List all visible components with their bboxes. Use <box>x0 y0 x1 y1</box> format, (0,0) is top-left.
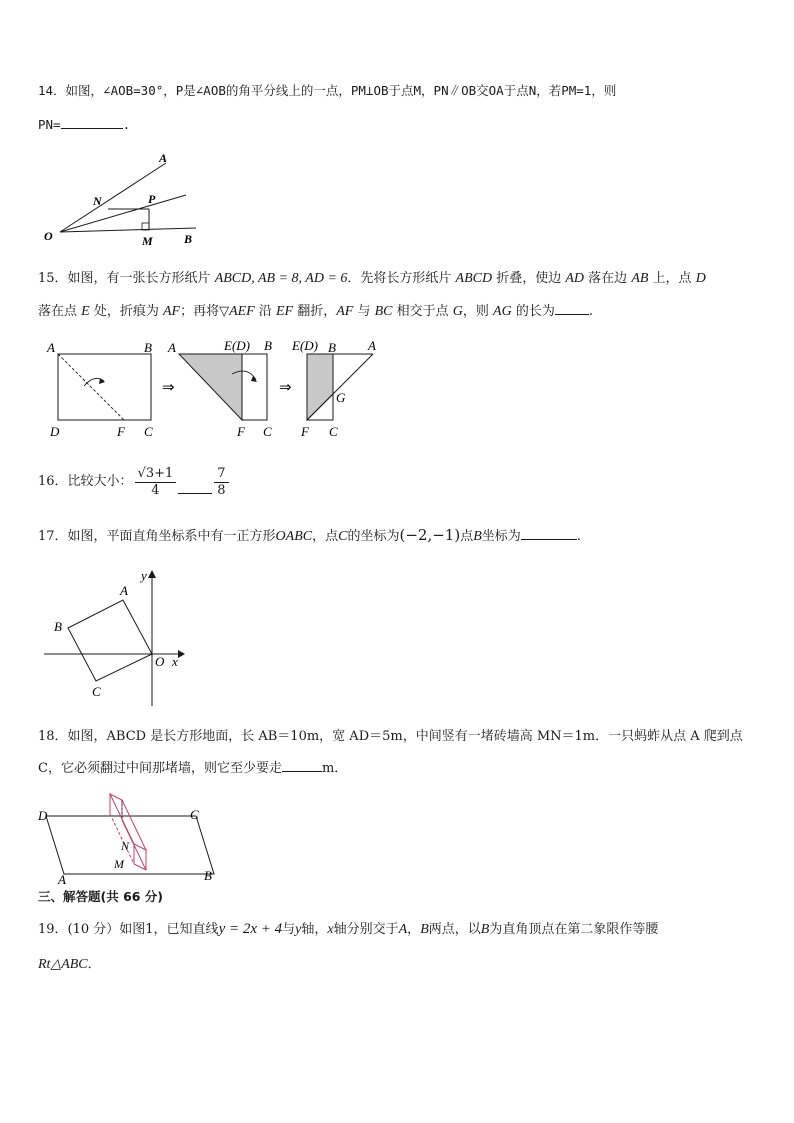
label-m: M <box>114 857 124 871</box>
label-a: A <box>120 583 128 598</box>
q15-text: 处，折痕为 <box>89 304 163 319</box>
ray-ob <box>60 228 196 232</box>
q15-math: D <box>695 271 706 286</box>
q16-fraction-1 <box>135 466 177 499</box>
label-d: D <box>38 808 48 823</box>
arrow-2: ⇒ <box>279 380 292 396</box>
q19-text: 两点，以 <box>428 922 481 937</box>
q19-line2 <box>38 956 101 974</box>
q17-text: 的坐标为 <box>347 529 400 544</box>
label-d: D <box>50 424 60 439</box>
q15-math: E <box>81 304 90 319</box>
q14-answer-blank[interactable] <box>61 116 123 129</box>
q15-math: AF <box>336 304 354 319</box>
q15-math: AF <box>162 304 181 319</box>
q19-text: 与 <box>282 922 296 937</box>
q15-text: 翻折， <box>293 304 337 319</box>
q17-math: B <box>473 529 482 544</box>
label-b: B <box>328 340 336 355</box>
label-b: B <box>264 338 272 353</box>
q19-math: A <box>398 922 408 937</box>
x-axis-arrow <box>178 650 185 658</box>
q15-math: ABCD, AB = 8, AD = 6 <box>214 271 348 286</box>
q16-frac2-numerator: 7 <box>214 466 228 483</box>
q19-triangle: Rt△ABC <box>38 957 88 972</box>
q15-figure <box>38 336 398 442</box>
q15-math: BC <box>374 304 393 319</box>
q16-line <box>38 462 231 502</box>
ray-op <box>60 195 186 232</box>
q14-pn-label: PN= <box>38 117 61 132</box>
square-oabc <box>68 600 152 681</box>
shaded-triangle-aef <box>179 354 242 420</box>
label-f: F <box>237 424 245 439</box>
label-b: B <box>144 340 152 355</box>
label-a: A <box>168 340 176 355</box>
q19-equation: y = 2x + 4 <box>218 921 283 937</box>
q14-figure <box>38 148 208 248</box>
y-axis-arrow <box>148 570 156 578</box>
q15-text: 落在点 <box>38 304 82 319</box>
q19-text: 19．(10 分）如图1，已知直线 <box>38 922 219 937</box>
label-c: C <box>329 424 338 439</box>
q15-math: G <box>452 304 463 319</box>
q15-math: AB <box>631 271 649 286</box>
q15-line1 <box>38 270 706 288</box>
label-a: A <box>368 338 376 353</box>
q16-text: 16．比较大小： <box>38 474 133 489</box>
rect-abcd <box>58 354 151 420</box>
q15-math: AG <box>493 304 512 319</box>
label-o: O <box>155 654 165 669</box>
fold-arrowhead-1 <box>99 378 105 384</box>
q18-line2 <box>38 759 347 778</box>
label-m: M <box>142 234 153 248</box>
label-ed: E(D) <box>224 338 250 353</box>
q17-answer-blank[interactable] <box>521 527 577 540</box>
shaded-region <box>307 354 333 420</box>
q16-fraction-2 <box>214 466 228 499</box>
q17-math: C <box>338 529 348 544</box>
label-a: A <box>58 872 66 884</box>
label-b: B <box>54 619 62 634</box>
q19-math: x <box>327 922 334 937</box>
q17-text: 坐标为 <box>481 529 521 544</box>
q19-period: ． <box>87 957 101 972</box>
q19-math: B <box>420 922 429 937</box>
q17-text: 17．如图，平面直角坐标系中有一正方形 <box>38 529 276 544</box>
q17-text: 点 <box>460 529 474 544</box>
arrow-1: ⇒ <box>162 380 175 396</box>
label-f: F <box>117 424 125 439</box>
q16-answer-blank[interactable] <box>178 481 212 494</box>
q14-line2 <box>38 116 130 134</box>
label-b: B <box>204 868 212 883</box>
q16-frac1-numerator: √3+1 <box>135 466 177 483</box>
section-heading: 三、解答题(共 66 分) <box>38 889 164 904</box>
q19-text: 轴， <box>301 922 328 937</box>
q17-period: . <box>576 529 581 544</box>
q19-text: 轴分别交于 <box>333 922 399 937</box>
q15-text: 的长为 <box>511 304 555 319</box>
q16-frac2-denominator: 8 <box>217 482 226 498</box>
q15-period: . <box>588 304 593 319</box>
q19-text: 为直角顶点在第二象限作等腰 <box>489 922 659 937</box>
q19-line1 <box>38 920 658 939</box>
q18-text: m． <box>321 761 348 776</box>
label-y: y <box>141 568 147 583</box>
q15-text: 与 <box>353 304 375 319</box>
parallelogram-abcd <box>46 816 214 874</box>
q15-math: EF <box>276 304 294 319</box>
q15-text: ，则 <box>462 304 494 319</box>
label-ed: E(D) <box>292 338 318 353</box>
q15-text: 15．如图，有一张长方形纸片 <box>38 271 215 286</box>
q17-math: OABC <box>275 529 313 544</box>
label-c: C <box>190 807 199 822</box>
q16-frac1-denominator: 4 <box>151 482 160 498</box>
fold-line-af <box>58 354 124 420</box>
q15-answer-blank[interactable] <box>555 302 589 315</box>
label-o: O <box>44 229 53 243</box>
q18-figure <box>38 788 220 884</box>
q15-text: 上，点 <box>648 271 696 286</box>
q15-math: AEF <box>229 304 255 319</box>
q17-figure <box>38 562 198 710</box>
label-c: C <box>263 424 272 439</box>
q18-answer-blank[interactable] <box>282 759 322 772</box>
q14-period: . <box>122 117 131 132</box>
q15-text: ．先将长方形纸片 <box>347 271 456 286</box>
q18-line1: 18．如图，ABCD 是长方形地面，长 AB＝10m，宽 AD＝5m，中间竖有一堵砖墙高 MN＝1m．一只蚂蚱从点 A 爬到点 <box>38 729 743 744</box>
label-n: N <box>121 839 130 853</box>
q17-coord: (−2,−1) <box>399 526 461 544</box>
label-a: A <box>159 151 168 165</box>
label-b: B <box>184 232 193 246</box>
q19-math: y <box>295 922 302 937</box>
label-c: C <box>92 684 101 699</box>
q19-math: B <box>480 922 490 937</box>
q17-line <box>38 526 581 546</box>
q17-text: ，点 <box>312 529 339 544</box>
q15-line2 <box>38 302 593 321</box>
rect-ebcf <box>242 354 267 420</box>
label-a: A <box>47 340 55 355</box>
q15-text: 折叠，使边 <box>492 271 566 286</box>
q15-text: 沿 <box>254 304 276 319</box>
label-f: F <box>301 424 309 439</box>
label-n: N <box>93 194 102 208</box>
q15-text: 落在边 <box>584 271 632 286</box>
q15-text: 相交于点 <box>392 304 453 319</box>
label-p: P <box>148 192 156 206</box>
q15-math: AD <box>565 271 585 286</box>
q19-text: ， <box>407 922 421 937</box>
q18-text: C，它必须翻过中间那堵墙，则它至少要走 <box>38 761 282 776</box>
label-x: x <box>172 654 178 669</box>
label-g: G <box>336 390 346 405</box>
q15-text: ；再将▽ <box>180 304 230 319</box>
q14-line1: 14．如图，∠AOB=30°，P是∠AOB的角平分线上的一点，PM⊥OB于点M，PN∥OB交OA于点N，若PM=1，则 <box>38 83 617 98</box>
label-c: C <box>144 424 153 439</box>
q15-math: ABCD <box>455 271 493 286</box>
